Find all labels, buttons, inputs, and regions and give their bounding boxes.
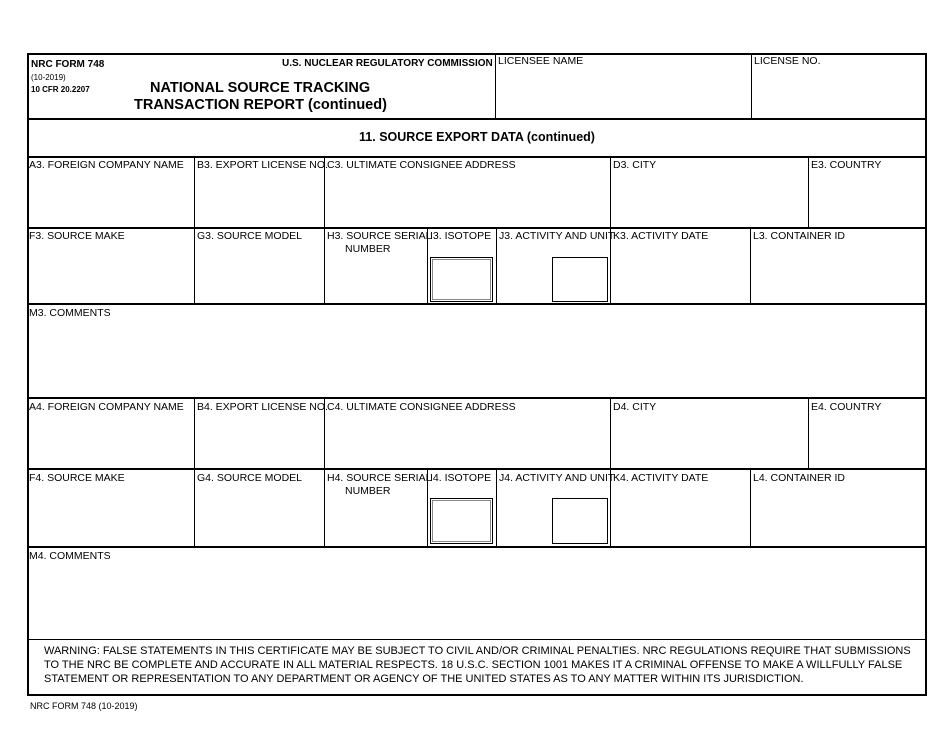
- field-label: K3. ACTIVITY DATE: [613, 230, 709, 242]
- field-label: J3. ACTIVITY AND UNIT: [499, 230, 615, 242]
- source-make-field[interactable]: [27, 470, 194, 547]
- field-label: J4. ACTIVITY AND UNIT: [499, 472, 615, 484]
- isotope-entry-inner: [432, 500, 491, 542]
- isotope-entry-box[interactable]: [430, 257, 493, 302]
- license-no-field[interactable]: [751, 53, 927, 119]
- form-footer: NRC FORM 748 (10-2019): [30, 701, 138, 711]
- activity-date-field[interactable]: [610, 470, 750, 547]
- form-title-line2: TRANSACTION REPORT (continued): [134, 97, 387, 113]
- field-label: I3. ISOTOPE: [430, 230, 492, 242]
- container-id-field[interactable]: [750, 470, 927, 547]
- section-title: 11. SOURCE EXPORT DATA (continued): [359, 130, 595, 144]
- field-label: L4. CONTAINER ID: [753, 472, 845, 484]
- field-label: M4. COMMENTS: [29, 550, 111, 562]
- header-divider: [27, 118, 927, 120]
- field-label: NUMBER: [345, 243, 391, 255]
- activity-date-field[interactable]: [610, 228, 750, 303]
- form-title-line1: NATIONAL SOURCE TRACKING: [150, 80, 371, 96]
- field-label: E4. COUNTRY: [811, 401, 882, 413]
- field-label: K4. ACTIVITY DATE: [613, 472, 709, 484]
- field-label: H4. SOURCE SERIAL: [327, 472, 432, 484]
- export-block-4: [27, 399, 927, 639]
- license-no-label: LICENSE NO.: [754, 55, 821, 67]
- export-license-no-field[interactable]: [194, 157, 328, 227]
- activity-unit-field[interactable]: [496, 228, 615, 303]
- export-block-3: [27, 157, 927, 397]
- comments-field[interactable]: [27, 305, 927, 397]
- country-field[interactable]: [808, 157, 927, 227]
- isotope-entry-inner: [432, 259, 491, 300]
- warning-divider: [27, 639, 927, 640]
- city-field[interactable]: [610, 399, 808, 468]
- field-label: B4. EXPORT LICENSE NO.: [197, 401, 328, 413]
- source-make-field[interactable]: [27, 228, 194, 303]
- isotope-entry-box[interactable]: [430, 498, 493, 544]
- foreign-company-name-field[interactable]: [27, 157, 194, 227]
- warning-text: WARNING: FALSE STATEMENTS IN THIS CERTIFICATE MAY BE SUBJECT TO CIVIL AND/OR CRIMINAL PENALTIES. NRC REGULATIONS REQUIRE THAT SUBMISSIONS TO THE NRC BE COMPLETE AND ACCURATE IN ALL MATERIAL RESPECTS. 18 U.S.C. SECTION 1001 MAKES IT A CRIMINAL OFFENSE TO MAKE A WILLFULLY FALSE STATEMENT OR REPRESENTATION TO ANY DEPARTMENT OR AGENCY OF THE UNITED STATES AS TO ANY MATTER WITHIN ITS JURISDICTION.: [44, 645, 911, 685]
- field-label: F3. SOURCE MAKE: [29, 230, 125, 242]
- field-label: F4. SOURCE MAKE: [29, 472, 125, 484]
- field-label: NUMBER: [345, 485, 391, 497]
- source-serial-number-field[interactable]: [324, 470, 432, 547]
- comments-field[interactable]: [27, 548, 927, 638]
- export-license-no-field[interactable]: [194, 399, 328, 468]
- licensee-name-label: LICENSEE NAME: [498, 55, 584, 67]
- field-label: H3. SOURCE SERIAL: [327, 230, 432, 242]
- city-field[interactable]: [610, 157, 808, 227]
- licensee-name-field[interactable]: [495, 53, 751, 119]
- isotope-field[interactable]: [427, 228, 496, 303]
- field-label: A3. FOREIGN COMPANY NAME: [29, 159, 184, 171]
- field-label: B3. EXPORT LICENSE NO.: [197, 159, 328, 171]
- consignee-address-field[interactable]: [324, 399, 610, 468]
- field-label: A4. FOREIGN COMPANY NAME: [29, 401, 184, 413]
- activity-unit-entry-box[interactable]: [552, 498, 608, 544]
- field-label: C4. ULTIMATE CONSIGNEE ADDRESS: [327, 401, 516, 413]
- source-serial-number-field[interactable]: [324, 228, 432, 303]
- field-label: G4. SOURCE MODEL: [197, 472, 303, 484]
- form-number: NRC FORM 748: [31, 59, 105, 70]
- source-model-field[interactable]: [194, 228, 324, 303]
- consignee-address-field[interactable]: [324, 157, 610, 227]
- source-model-field[interactable]: [194, 470, 324, 547]
- field-label: D4. CITY: [613, 401, 657, 413]
- field-label: E3. COUNTRY: [811, 159, 882, 171]
- foreign-company-name-field[interactable]: [27, 399, 194, 468]
- container-id-field[interactable]: [750, 228, 927, 303]
- field-label: D3. CITY: [613, 159, 657, 171]
- field-label: M3. COMMENTS: [29, 307, 111, 319]
- form-date: (10-2019): [31, 73, 66, 82]
- field-label: L3. CONTAINER ID: [753, 230, 845, 242]
- isotope-field[interactable]: [427, 470, 496, 547]
- field-label: I4. ISOTOPE: [430, 472, 492, 484]
- field-label: G3. SOURCE MODEL: [197, 230, 303, 242]
- form-header: [27, 53, 927, 119]
- cfr-reference: 10 CFR 20.2207: [31, 85, 90, 94]
- activity-unit-field[interactable]: [496, 470, 615, 547]
- field-label: C3. ULTIMATE CONSIGNEE ADDRESS: [327, 159, 516, 171]
- country-field[interactable]: [808, 399, 927, 468]
- agency-name: U.S. NUCLEAR REGULATORY COMMISSION: [282, 58, 493, 69]
- activity-unit-entry-box[interactable]: [552, 257, 608, 302]
